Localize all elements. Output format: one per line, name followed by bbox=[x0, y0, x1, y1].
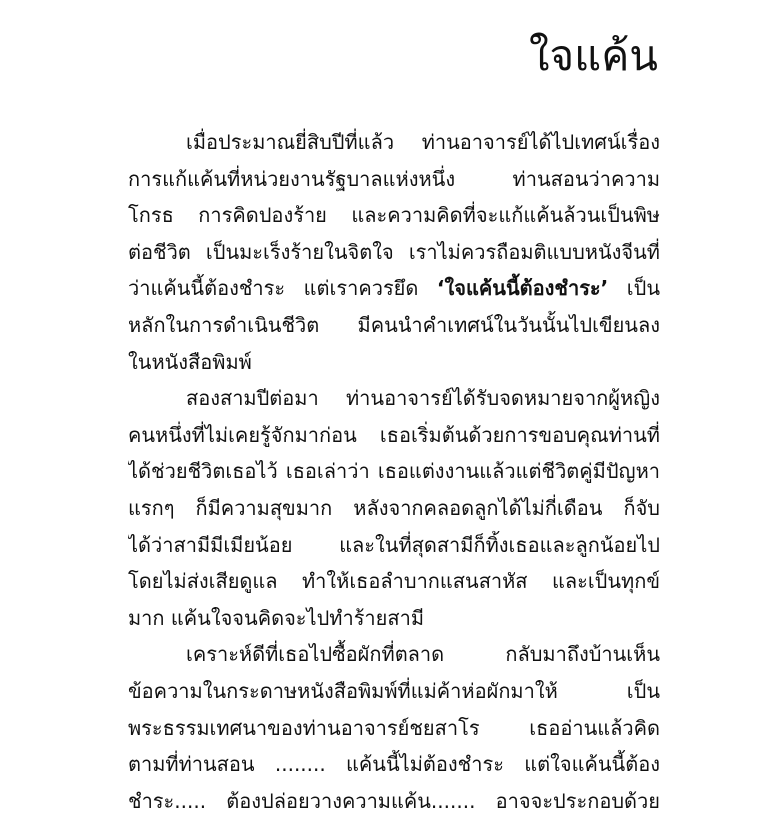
text-line: ในหนังสือพิมพ์ bbox=[128, 349, 252, 374]
emphasized-phrase: ‘ใจแค้นนี้ต้องชำระ’ bbox=[436, 276, 609, 301]
text-line: ได้ช่วยชีวิตเธอไว้ เธอเล่าว่า เธอแต่งงานแล้วแต่ชีวิตคู่มีปัญหา bbox=[128, 459, 660, 484]
text-line: มาก แค้นใจจนคิดจะไปทำร้ายสามี bbox=[128, 605, 425, 630]
text-line: หลักในการดำเนินชีวิต มีคนนำคำเทศน์ในวันนั้นไปเขียนลง bbox=[128, 312, 660, 337]
text-line: ข้อความในกระดาษหนังสือพิมพ์ที่แม่ค้าห่อผักมาให้ เป็น bbox=[128, 678, 660, 703]
text-line: เมื่อประมาณยี่สิบปีที่แล้ว ท่านอาจารย์ได้ไปเทศน์เรื่อง bbox=[186, 130, 660, 154]
text-line: ตามที่ท่านสอน ........ แค้นนี้ไม่ต้องชำระ แต่ใจแค้นนี้ต้อง bbox=[128, 752, 660, 777]
text-line: พระธรรมเทศนาของท่านอาจารย์ชยสาโร เธออ่านแล้วคิด bbox=[128, 715, 660, 740]
text-line: โดยไม่ส่งเสียดูแล ทำให้เธอลำบากแสนสาหัส และเป็นทุกข์ bbox=[128, 569, 660, 594]
body-text bbox=[128, 124, 660, 819]
chapter-title: ใจแค้น bbox=[529, 31, 658, 80]
text-line: ชำระ..... ต้องปล่อยวางความแค้น....... อาจจะประกอบด้วย bbox=[128, 788, 660, 813]
text-segment: เป็น bbox=[608, 276, 660, 301]
text-line: ต่อชีวิต เป็นมะเร็งร้ายในจิตใจ เราไม่ควรถือมติแบบหนังจีนที่ bbox=[128, 239, 660, 264]
text-line: การแก้แค้นที่หน่วยงานรัฐบาลแห่งหนึ่ง ท่านสอนว่าความ bbox=[128, 166, 660, 191]
text-line: โกรธ การคิดปองร้าย และความคิดที่จะแก้แค้นล้วนเป็นพิษ bbox=[128, 203, 660, 228]
text-segment: ว่าแค้นนี้ต้องชำระ แต่เราควรยึด bbox=[128, 276, 437, 301]
text-line: เคราะห์ดีที่เธอไปซื้อผักที่ตลาด กลับมาถึงบ้านเห็น bbox=[186, 642, 660, 667]
text-line: คนหนึ่งที่ไม่เคยรู้จักมาก่อน เธอเริ่มต้นด้วยการขอบคุณท่านที่ bbox=[128, 422, 660, 447]
text-line bbox=[128, 270, 660, 307]
text-line: ได้ว่าสามีมีเมียน้อย และในที่สุดสามีก็ทิ้งเธอและลูกน้อยไป bbox=[128, 532, 660, 557]
text-line: สองสามปีต่อมา ท่านอาจารย์ได้รับจดหมายจากผู้หญิง bbox=[186, 386, 660, 411]
text-line: แรกๆ ก็มีความสุขมาก หลังจากคลอดลูกได้ไม่กี่เดือน ก็จับ bbox=[128, 495, 660, 520]
